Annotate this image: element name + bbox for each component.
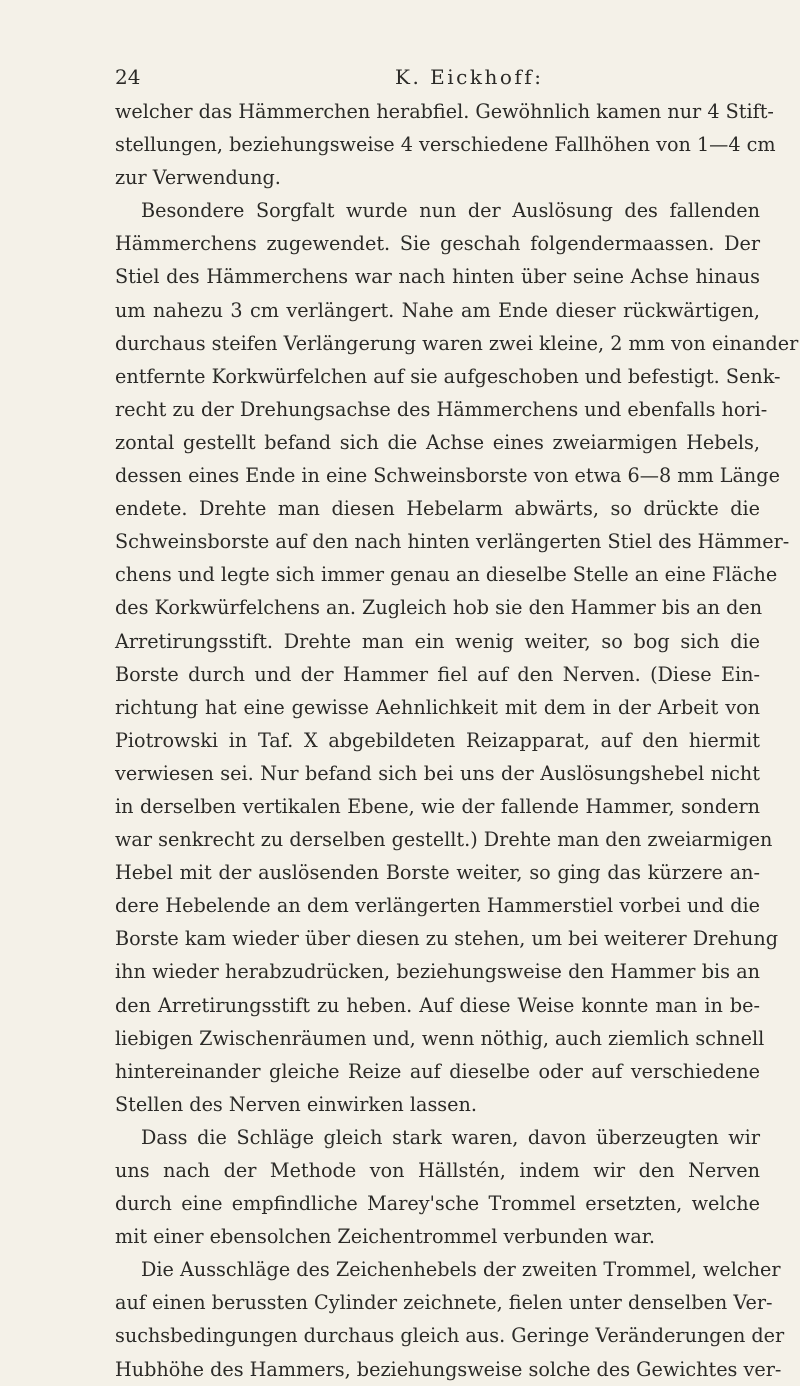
text-line: mit einer ebensolchen Zeichentrommel verbunden war. [115, 1225, 655, 1249]
text-line: Stiel des Hämmerchens war nach hinten über seine Achse hinaus [115, 265, 760, 289]
paragraph [115, 194, 799, 1121]
text-line: entfernte Korkwürfelchen auf sie aufgeschoben und befestigt. Senk- [115, 364, 781, 388]
text-line: Dass die Schläge gleich stark waren, davon überzeugten wir [141, 1125, 760, 1149]
text-line: dere Hebelende an dem verlängerten Hammerstiel vorbei und die [115, 894, 760, 918]
text-line: recht zu der Drehungsachse des Hämmerchens und ebenfalls hori- [115, 397, 768, 421]
paragraph [115, 1253, 785, 1385]
text-line: welcher das Hämmerchen herabfiel. Gewöhnlich kamen nur 4 Stift- [115, 100, 774, 123]
text-line: Hämmerchens zugewendet. Sie geschah folgendermaassen. Der [115, 232, 760, 256]
text-line: zontal gestellt befand sich die Achse eines zweiarmigen Hebels, [115, 430, 760, 454]
text-line: Borste kam wieder über diesen zu stehen, um bei weiterer Drehung [115, 927, 779, 951]
text-line: dessen eines Ende in eine Schweinsborste von etwa 6—8 mm Länge [115, 464, 780, 488]
text-line: in derselben vertikalen Ebene, wie der fallende Hammer, sondern [115, 794, 760, 818]
text-line: durch eine empfindliche Marey'sche Trommel ersetzten, welche [115, 1192, 760, 1216]
text-line: Borste durch und der Hammer fiel auf den Nerven. (Diese Ein- [115, 662, 760, 686]
page-number: 24 [115, 65, 141, 89]
text-line: liebigen Zwischenräumen und, wenn nöthig, auch ziemlich schnell [115, 1026, 765, 1050]
text-line: Stellen des Nerven einwirken lassen. [115, 1092, 477, 1116]
text-line: uns nach der Methode von Hällstén, indem wir den Nerven [115, 1159, 760, 1182]
text-line: Arretirungsstift. Drehte man ein wenig weiter, so bog sich die [115, 629, 760, 653]
text-line: um nahezu 3 cm verlängert. Nahe am Ende dieser rückwärtigen, [115, 298, 760, 322]
text-line: den Arretirungsstift zu heben. Auf diese Weise konnte man in be- [115, 993, 760, 1017]
running-head [115, 55, 760, 95]
paragraph [115, 1121, 760, 1253]
text-line: endete. Drehte man diesen Hebelarm abwärts, so drückte die [115, 497, 760, 521]
body-text [115, 95, 799, 1386]
running-head-author: K. Eickhoff: [395, 65, 544, 89]
text-line: des Korkwürfelchens an. Zugleich hob sie den Hammer bis an den [115, 596, 763, 620]
text-line: war senkrecht zu derselben gestellt.) Drehte man den zweiarmigen [115, 828, 773, 852]
text-line: Besondere Sorgfalt wurde nun der Auslösung des fallenden [141, 199, 760, 223]
text-line: ihn wieder herabzudrücken, beziehungsweise den Hammer bis an [115, 960, 760, 984]
text-line: richtung hat eine gewisse Aehnlichkeit mit dem in der Arbeit von [115, 695, 760, 719]
paragraph [115, 95, 776, 194]
text-line: hintereinander gleiche Reize auf dieselbe oder auf verschiedene [115, 1059, 760, 1083]
text-line: Hebel mit der auslösenden Borste weiter, so ging das kürzere an- [115, 861, 760, 885]
text-line: Schweinsborste auf den nach hinten verlängerten Stiel des Hämmer- [115, 530, 790, 554]
text-line: Die Ausschläge des Zeichenhebels der zweiten Trommel, welcher [141, 1258, 781, 1282]
text-line: Hubhöhe des Hammers, beziehungsweise solche des Gewichtes ver- [115, 1357, 782, 1381]
text-line: durchaus steifen Verlängerung waren zwei kleine, 2 mm von einander [115, 331, 799, 355]
text-line: suchsbedingungen durchaus gleich aus. Geringe Veränderungen der [115, 1324, 785, 1348]
text-line: zur Verwendung. [115, 166, 281, 190]
text-line: auf einen berussten Cylinder zeichnete, fielen unter denselben Ver- [115, 1291, 773, 1315]
text-line: chens und legte sich immer genau an dieselbe Stelle an eine Fläche [115, 563, 778, 587]
text-line: Piotrowski in Taf. X abgebildeten Reizapparat, auf den hiermit [115, 728, 760, 752]
text-line: stellungen, beziehungsweise 4 verschiedene Fallhöhen von 1—4 cm [115, 133, 776, 157]
text-line: verwiesen sei. Nur befand sich bei uns der Auslösungshebel nicht [115, 761, 760, 785]
